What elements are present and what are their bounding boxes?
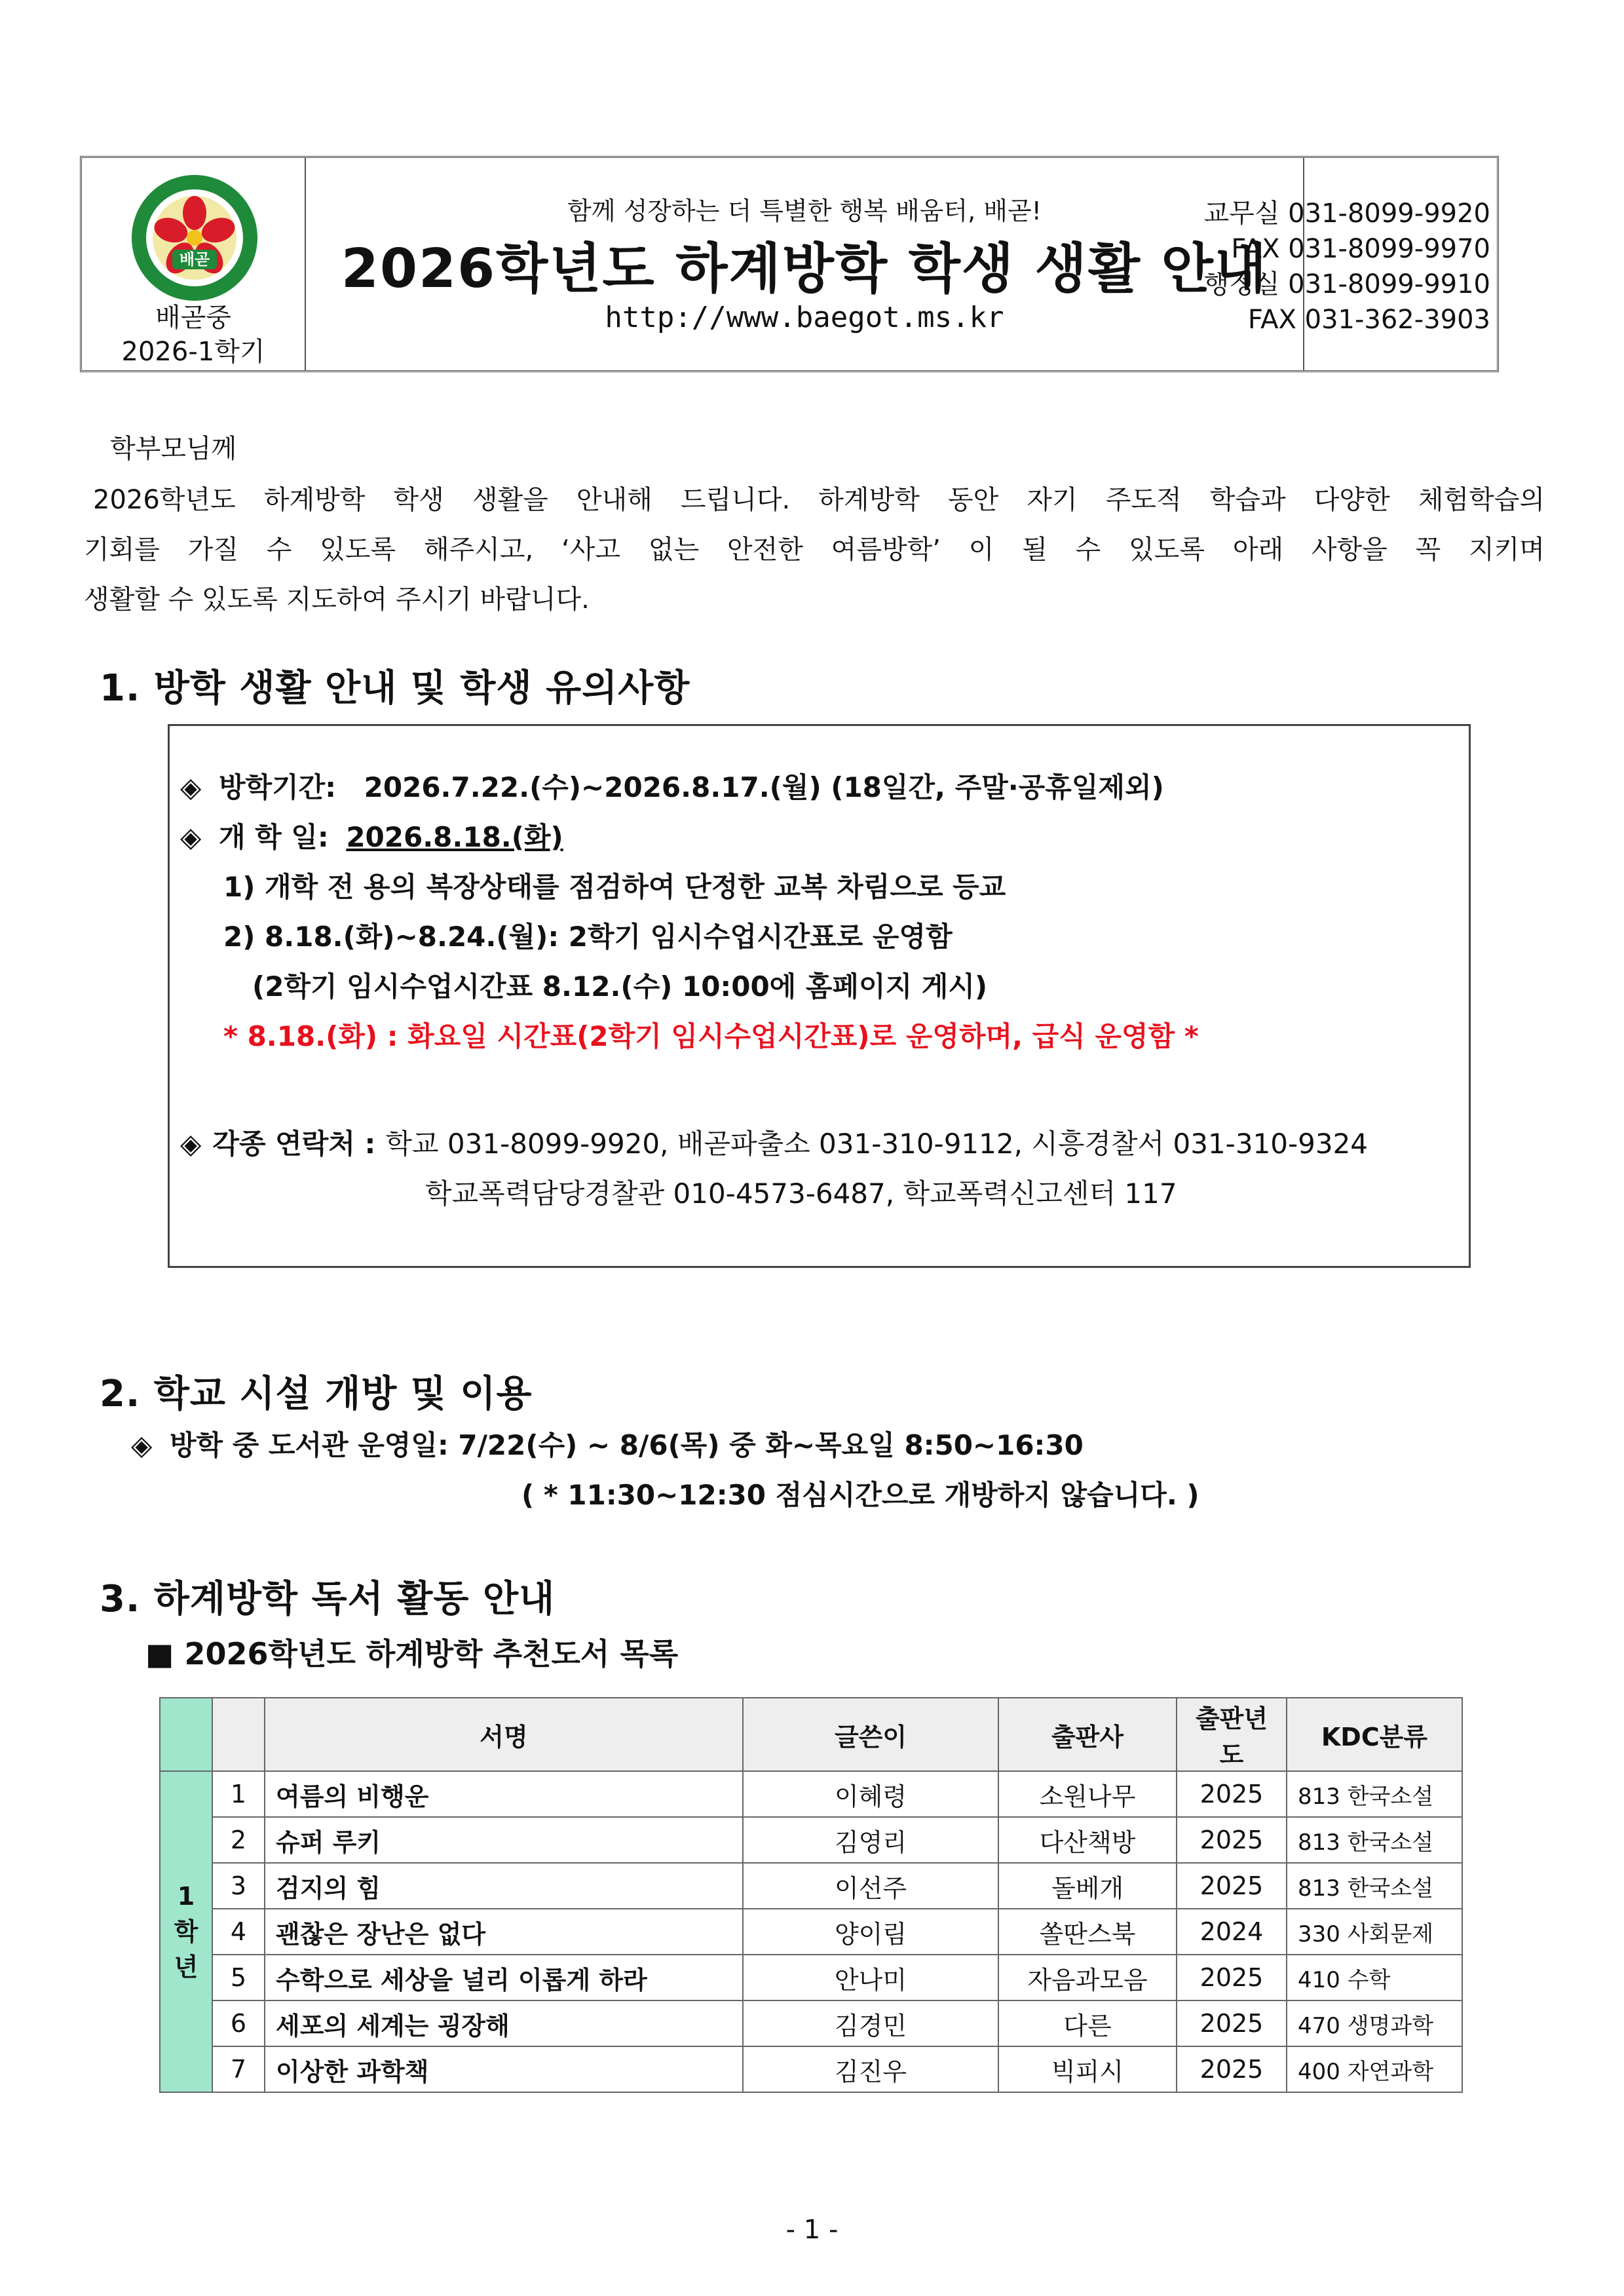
book-title: 세포의 세계는 굉장해 <box>265 2000 743 2046</box>
book-publisher: 소원나무 <box>998 1771 1177 1817</box>
vacation-period <box>180 769 1164 806</box>
notice-box <box>168 724 1471 1268</box>
library-hours <box>131 1427 1084 1464</box>
contacts-block <box>180 1126 1368 1162</box>
book-title: 수학으로 세상을 널리 이롭게 하라 <box>265 1955 743 2000</box>
book-year: 2025 <box>1177 1817 1287 1863</box>
book-kdc: 400 자연과학 <box>1287 2046 1462 2092</box>
book-publisher: 다산책방 <box>998 1817 1177 1863</box>
row-number: 3 <box>212 1863 265 1909</box>
grade-char: 년 <box>174 1953 198 1981</box>
book-publisher: 쏠딴스북 <box>998 1909 1177 1955</box>
contact-cell <box>1203 158 1497 370</box>
table-row <box>160 1909 1462 1955</box>
grade-cell <box>160 1771 212 2092</box>
opening-label: 개 학 일: <box>218 821 329 853</box>
table-row <box>160 1955 1462 2000</box>
bullet-icon: ◈ <box>180 1128 202 1160</box>
document-header <box>80 156 1499 372</box>
table-row <box>160 2046 1462 2092</box>
term-label: 2026-1학기 <box>121 337 265 367</box>
book-author: 이혜령 <box>743 1771 998 1817</box>
no-header-cell <box>212 1698 265 1771</box>
title-cell <box>306 158 1304 370</box>
grade-char: 학 <box>174 1917 198 1946</box>
column-header: 글쓴이 <box>743 1698 998 1771</box>
column-header: KDC분류 <box>1287 1698 1462 1771</box>
period-label: 방학기간: <box>218 771 337 803</box>
book-publisher: 돌베개 <box>998 1863 1177 1909</box>
contact-line: FAX 031-8099-9970 <box>1231 234 1490 264</box>
contacts-line: 학교폭력담당경찰관 010-4573-6487, 학교폭력신고센터 117 <box>425 1177 1177 1210</box>
table-row <box>160 1863 1462 1909</box>
opening-value: 2026.8.18.(화) <box>346 821 563 853</box>
row-number: 6 <box>212 2000 265 2046</box>
book-kdc: 330 사회문제 <box>1287 1909 1462 1955</box>
opening-day <box>180 819 563 856</box>
book-author: 양이림 <box>743 1909 998 1955</box>
bullet-icon: ◈ <box>180 771 202 803</box>
page-title: 2026학년도 하계방학 학생 생활 안내 <box>341 238 1268 300</box>
contact-line: 행정실 031-8099-9910 <box>1203 269 1490 299</box>
school-url: http://www.baegot.ms.kr <box>605 301 1004 334</box>
book-year: 2025 <box>1177 2046 1287 2092</box>
logo-cell <box>82 158 306 370</box>
reading-list-subheading: ■ 2026학년도 하계방학 추천도서 목록 <box>145 1636 679 1672</box>
school-name: 배곧중 <box>155 303 231 333</box>
book-kdc: 470 생명과학 <box>1287 2000 1462 2046</box>
row-number: 7 <box>212 2046 265 2092</box>
notice-item: 1) 개학 전 용의 복장상태를 점검하여 단정한 교복 차림으로 등교 <box>223 871 1006 903</box>
contact-line: 교무실 031-8099-9920 <box>1203 199 1490 229</box>
greeting: 학부모님께 <box>110 434 237 464</box>
section-heading: 2. 학교 시설 개방 및 이용 <box>100 1373 533 1415</box>
bullet-icon: ◈ <box>131 1429 153 1461</box>
book-kdc: 813 한국소설 <box>1287 1771 1462 1817</box>
period-value: 2026.7.22.(수)~2026.8.17.(월) (18일간, 주말·공휴일제외) <box>364 771 1164 803</box>
red-notice: * 8.18.(화) : 화요일 시간표(2학기 임시수업시간표)로 운영하며, 급식 운영함 * <box>223 1020 1199 1052</box>
book-kdc: 410 수학 <box>1287 1955 1462 2000</box>
book-title: 검지의 힘 <box>265 1863 743 1909</box>
book-author: 안나미 <box>743 1955 998 2000</box>
table-row <box>160 1817 1462 1863</box>
book-title: 괜찮은 장난은 없다 <box>265 1909 743 1955</box>
book-kdc: 813 한국소설 <box>1287 1817 1462 1863</box>
book-publisher: 자음과모음 <box>998 1955 1177 2000</box>
table-header-row <box>160 1698 1462 1771</box>
book-year: 2025 <box>1177 1863 1287 1909</box>
book-title: 이상한 과학책 <box>265 2046 743 2092</box>
lunch-note: ( * 11:30~12:30 점심시간으로 개방하지 않습니다. ) <box>521 1479 1199 1511</box>
contacts-label: 각종 연락처 : <box>212 1128 376 1160</box>
book-year: 2025 <box>1177 2000 1287 2046</box>
slogan: 함께 성장하는 더 특별한 행복 배움터, 배곧! <box>567 197 1042 225</box>
column-header: 서명 <box>265 1698 743 1771</box>
column-header: 출판년도 <box>1177 1698 1287 1771</box>
table-row <box>160 2000 1462 2046</box>
book-title: 슈퍼 루키 <box>265 1817 743 1863</box>
row-number: 5 <box>212 1955 265 2000</box>
contacts-line: 학교 031-8099-9920, 배곧파출소 031-310-9112, 시흥경찰서 031-310-9324 <box>385 1128 1369 1160</box>
grade-char: 1 <box>177 1882 195 1911</box>
book-author: 김진우 <box>743 2046 998 2092</box>
book-publisher: 빅피시 <box>998 2046 1177 2092</box>
intro-line: 생활할 수 있도록 지도하여 주시기 바랍니다. <box>84 584 590 615</box>
book-publisher: 다른 <box>998 2000 1177 2046</box>
bullet-icon: ◈ <box>180 821 202 853</box>
notice-item: 2) 8.18.(화)~8.24.(월): 2학기 임시수업시간표로 운영함 <box>223 921 953 953</box>
school-logo-icon <box>129 172 260 303</box>
intro-line: 2026학년도 하계방학 학생 생활을 안내해 드립니다. 하계방학 동안 자기 주도적 학습과 다양한 체험학습의 <box>93 485 1545 515</box>
section-heading: 1. 방학 생활 안내 및 학생 유의사항 <box>100 667 690 710</box>
book-title: 여름의 비행운 <box>265 1771 743 1817</box>
book-author: 김영리 <box>743 1817 998 1863</box>
book-year: 2024 <box>1177 1909 1287 1955</box>
grade-header-cell <box>160 1698 212 1771</box>
book-year: 2025 <box>1177 1771 1287 1817</box>
book-table <box>159 1697 1463 2093</box>
section-heading: 3. 하계방학 독서 활동 안내 <box>100 1578 556 1620</box>
row-number: 2 <box>212 1817 265 1863</box>
intro-line: 기회를 가질 수 있도록 해주시고, ‘사고 없는 안전한 여름방학’ 이 될 수 있도록 아래 사항을 꼭 지키며 <box>84 535 1545 565</box>
row-number: 4 <box>212 1909 265 1955</box>
book-year: 2025 <box>1177 1955 1287 2000</box>
contact-line: FAX 031-362-3903 <box>1247 305 1490 335</box>
column-header: 출판사 <box>998 1698 1177 1771</box>
book-author: 김경민 <box>743 2000 998 2046</box>
book-author: 이선주 <box>743 1863 998 1909</box>
table-row <box>160 1771 1462 1817</box>
page-number: - 1 - <box>785 2215 839 2245</box>
row-number: 1 <box>212 1771 265 1817</box>
svg-text:배곧: 배곧 <box>179 250 210 269</box>
library-hours-text: 방학 중 도서관 운영일: 7/22(수) ~ 8/6(목) 중 화~목요일 8:50~16:30 <box>169 1429 1084 1461</box>
book-kdc: 813 한국소설 <box>1287 1863 1462 1909</box>
notice-item-note: (2학기 임시수업시간표 8.12.(수) 10:00에 홈페이지 게시) <box>252 970 988 1003</box>
